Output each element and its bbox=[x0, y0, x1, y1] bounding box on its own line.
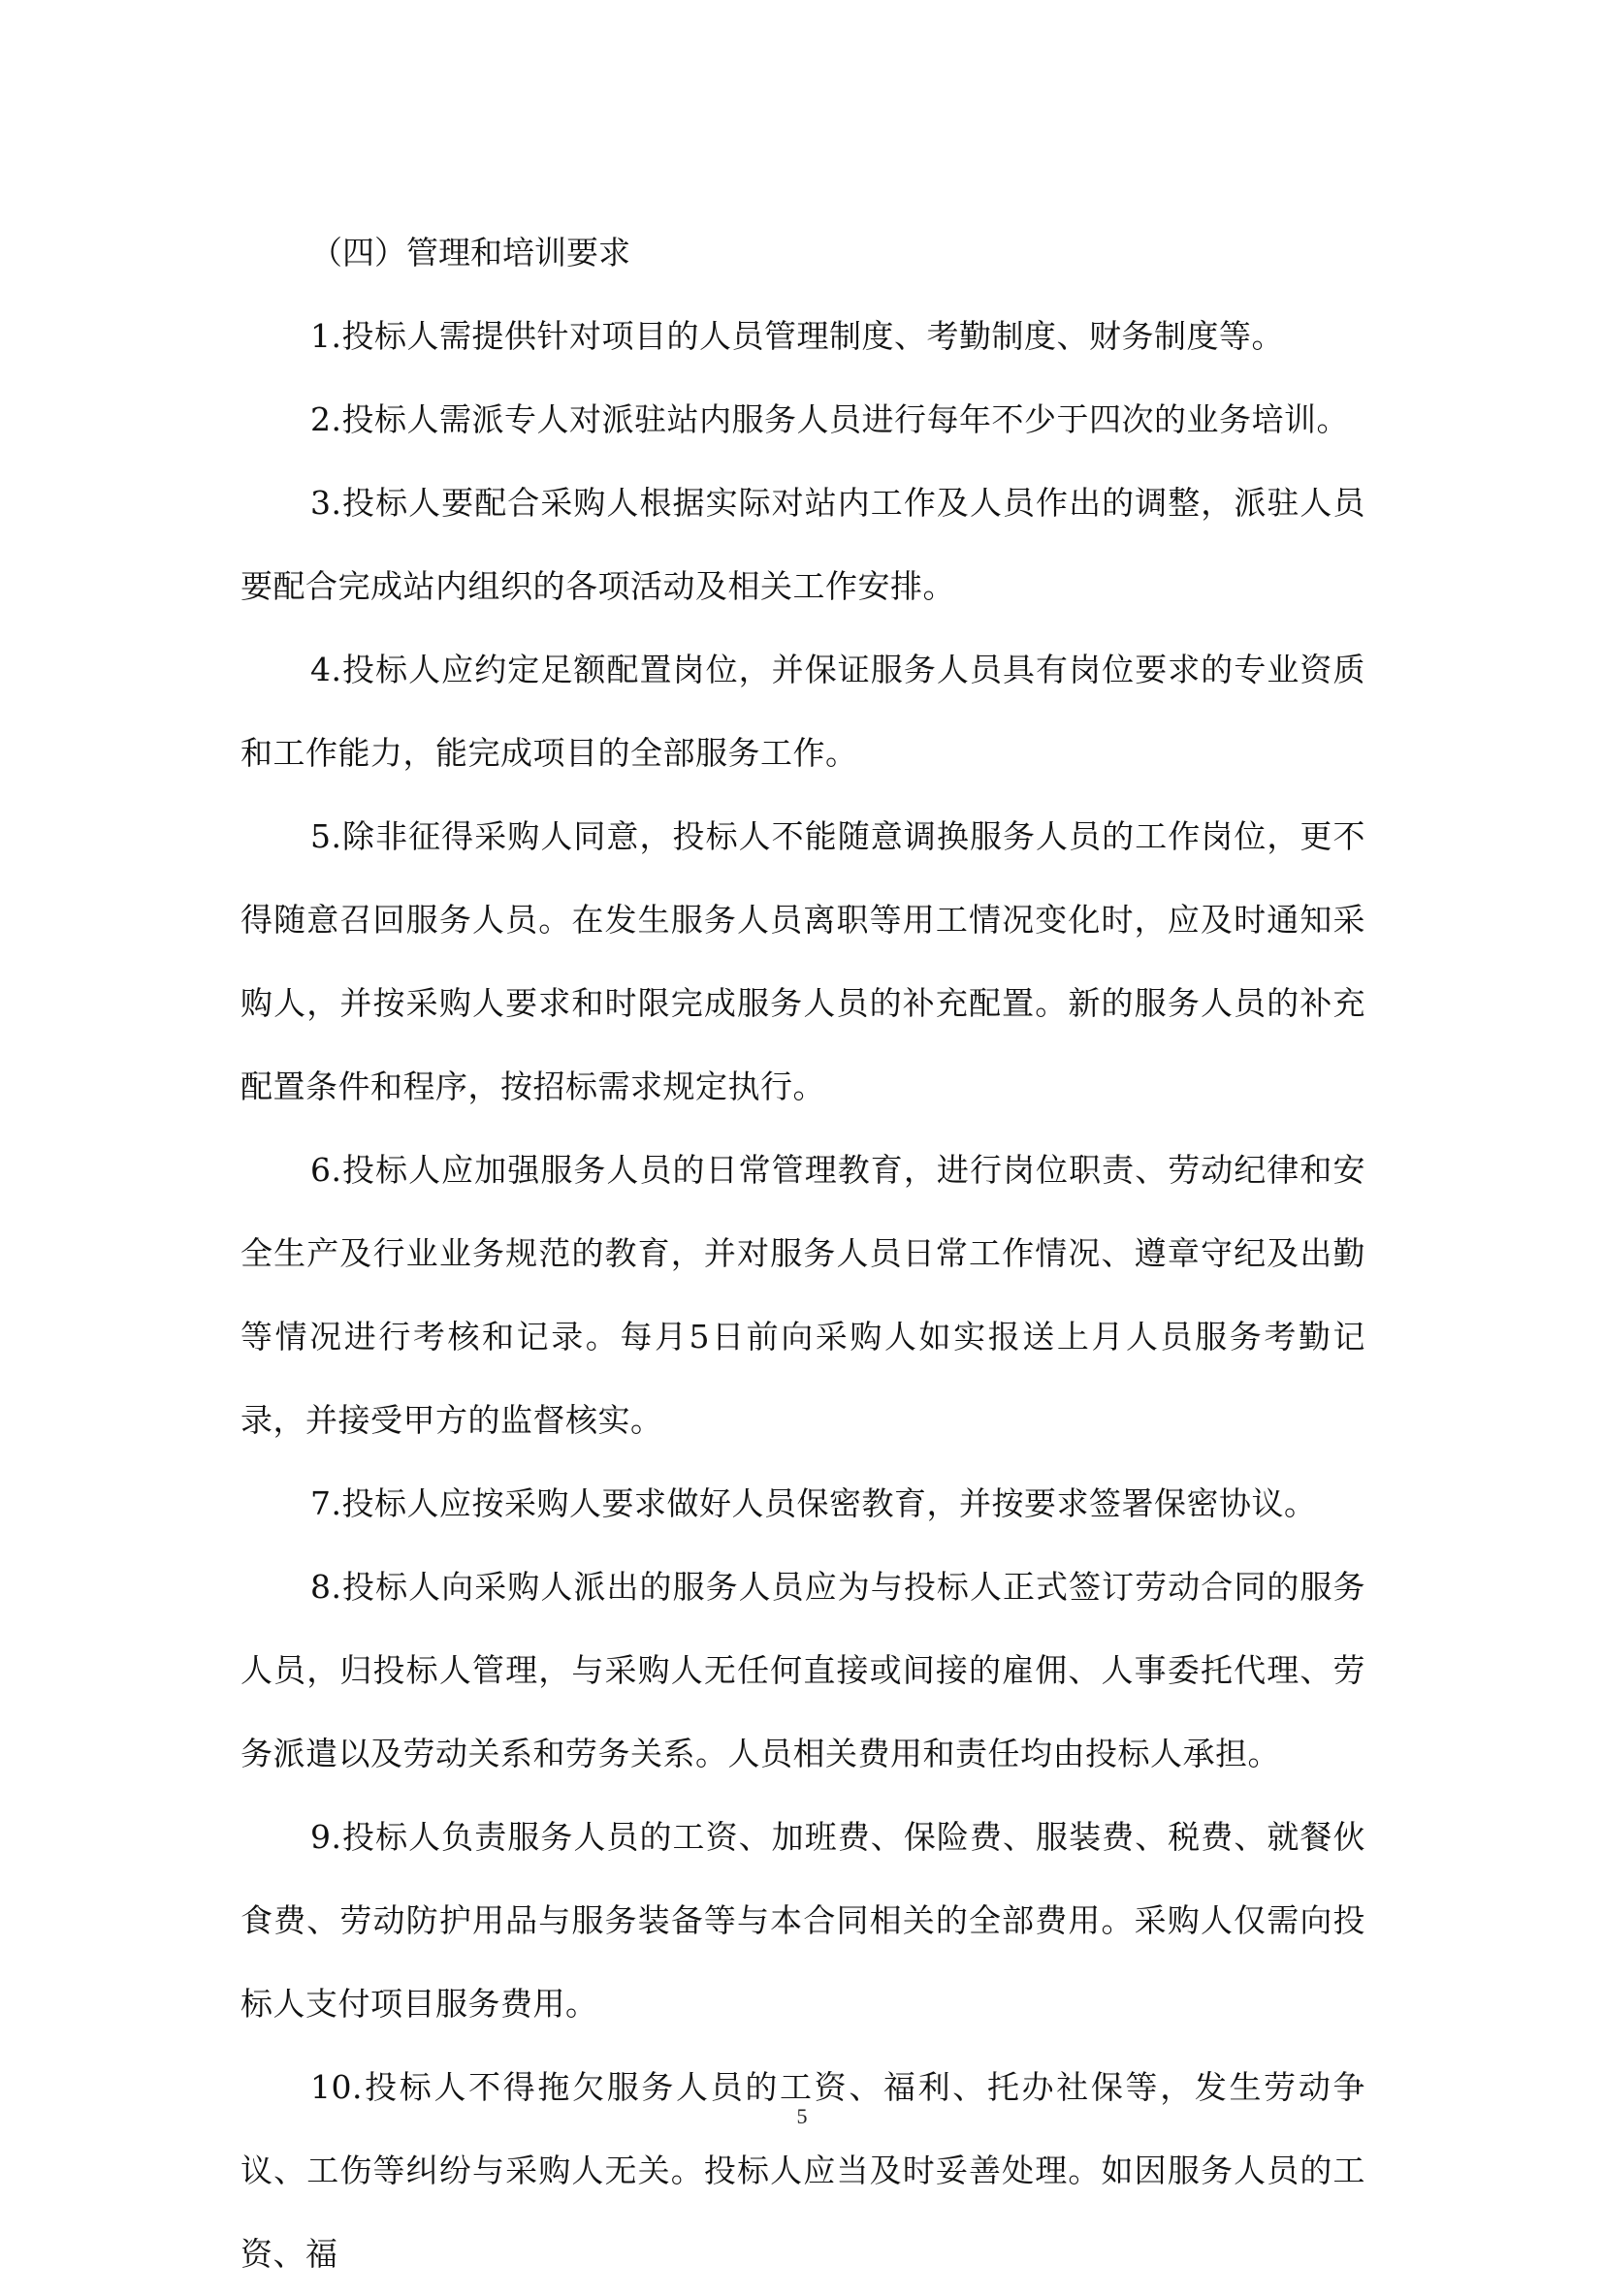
paragraph-9: 9.投标人负责服务人员的工资、加班费、保险费、服装费、税费、就餐伙食费、劳动防护用品与服务装备等与本合同相关的全部费用。采购人仅需向投标人支付项目服务费用。 bbox=[241, 1818, 1365, 2023]
section-heading: （四）管理和培训要求 bbox=[310, 234, 630, 271]
paragraph-6: 6.投标人应加强服务人员的日常管理教育，进行岗位职责、劳动纪律和安全生产及行业业务规范的教育，并对服务人员日常工作情况、遵章守纪及出勤等情况进行考核和记录。每月5日前向采购人如实报送上月人员服务考勤记录，并接受甲方的监督核实。 bbox=[241, 1151, 1365, 1439]
page-number: 5 bbox=[796, 2104, 808, 2128]
paragraph-10: 10.投标人不得拖欠服务人员的工资、福利、托办社保等，发生劳动争议、工伤等纠纷与采购人无关。投标人应当及时妥善处理。如因服务人员的工资、福 bbox=[241, 2068, 1365, 2273]
document-body bbox=[241, 211, 1365, 2296]
paragraph-5: 5.除非征得采购人同意，投标人不能随意调换服务人员的工作岗位，更不得随意召回服务人员。在发生服务人员离职等用工情况变化时，应及时通知采购人，并按采购人要求和时限完成服务人员的补充配置。新的服务人员的补充配置条件和程序，按招标需求规定执行。 bbox=[241, 817, 1365, 1105]
paragraph-3: 3.投标人要配合采购人根据实际对站内工作及人员作出的调整，派驻人员要配合完成站内组织的各项活动及相关工作安排。 bbox=[241, 484, 1365, 605]
paragraph-4: 4.投标人应约定足额配置岗位，并保证服务人员具有岗位要求的专业资质和工作能力，能完成项目的全部服务工作。 bbox=[241, 651, 1365, 772]
paragraph-7: 7.投标人应按采购人要求做好人员保密教育，并按要求签署保密协议。 bbox=[310, 1484, 1317, 1522]
paragraph-2: 2.投标人需派专人对派驻站内服务人员进行每年不少于四次的业务培训。 bbox=[310, 400, 1349, 438]
paragraph-8: 8.投标人向采购人派出的服务人员应为与投标人正式签订劳动合同的服务人员，归投标人管理，与采购人无任何直接或间接的雇佣、人事委托代理、劳务派遣以及劳动关系和劳务关系。人员相关费用和责任均由投标人承担。 bbox=[241, 1568, 1365, 1772]
paragraph-1: 1.投标人需提供针对项目的人员管理制度、考勤制度、财务制度等。 bbox=[310, 317, 1284, 355]
